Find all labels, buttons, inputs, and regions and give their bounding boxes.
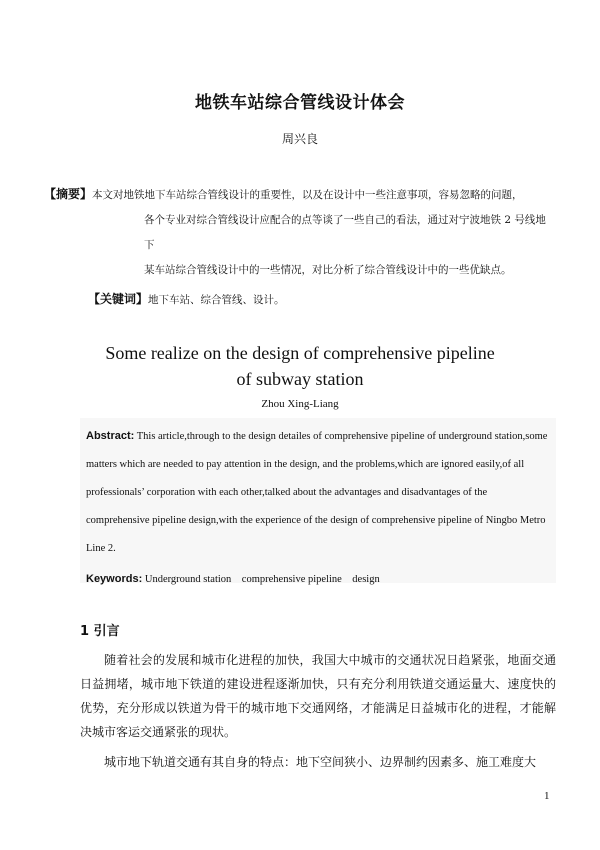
paper-title-en-line1: Some realize on the design of comprehensive pipeline [105, 343, 495, 363]
abstract-cn-line1-row [44, 182, 550, 208]
page-number: 1 [544, 790, 550, 802]
intro-paragraph-1: 随着社会的发展和城市化进程的加快，我国大中城市的交通状况日趋紧张，地面交通日益拥堵，城市地下铁道的建设进程逐渐加快，只有充分利用铁道交通运量大、速度快的优势，充分形成以铁道为骨干的城市地下交通网络，才能满足日益城市化的进程，才能解决城市客运交通紧张的现状。 [80, 653, 556, 739]
author-en: Zhou Xing-Liang [261, 398, 339, 410]
abstract-cn [44, 182, 550, 283]
intro-paragraph-2: 城市地下轨道交通有其自身的特点：地下空间狭小、边界制约因素多、施工难度大 [104, 755, 537, 769]
keywords-cn-label: 【关键词】 [88, 292, 149, 306]
author-cn: 周兴良 [281, 132, 318, 146]
abstract-cn-line2: 各个专业对综合管线设计应配合的点等谈了一些自己的看法，通过对宁波地铁 2 号线地下 [144, 214, 546, 251]
abstract-en-text: This article,through to the design detailes of comprehensive pipeline of underground station,some matters which are needed to pay attention in the design, and the problems,which are ignored easily,of all professionals’ corporation with each other,talked about the advantages and disadvantages of the comprehensive pipeline design,with the experience of the design of comprehensive pipeline of Ningbo Metro Line 2. [86, 431, 548, 554]
keywords-en-label: Keywords: [86, 573, 143, 585]
keywords-en [86, 565, 550, 594]
abstract-en [80, 418, 556, 583]
paper-title-en-line2: of subway station [236, 369, 364, 389]
paper-title-en [0, 340, 600, 392]
abstract-cn-label: 【摘要】 [44, 187, 93, 201]
abstract-cn-line3: 某车站综合管线设计中的一些情况，对比分析了综合管线设计中的一些优缺点。 [144, 264, 512, 276]
keywords-cn [88, 290, 285, 307]
abstract-cn-line1: 本文对地铁地下车站综合管线设计的重要性，以及在设计中一些注意事项，容易忽略的问题， [92, 189, 523, 201]
section-heading-intro: 1 引言 [80, 624, 120, 639]
abstract-en-label: Abstract: [86, 430, 135, 442]
keywords-cn-text: 地下车站、综合管线、设计。 [148, 294, 285, 306]
keywords-en-text: Underground station comprehensive pipeline design [144, 574, 380, 585]
paper-title-cn: 地铁车站综合管线设计体会 [195, 93, 405, 113]
